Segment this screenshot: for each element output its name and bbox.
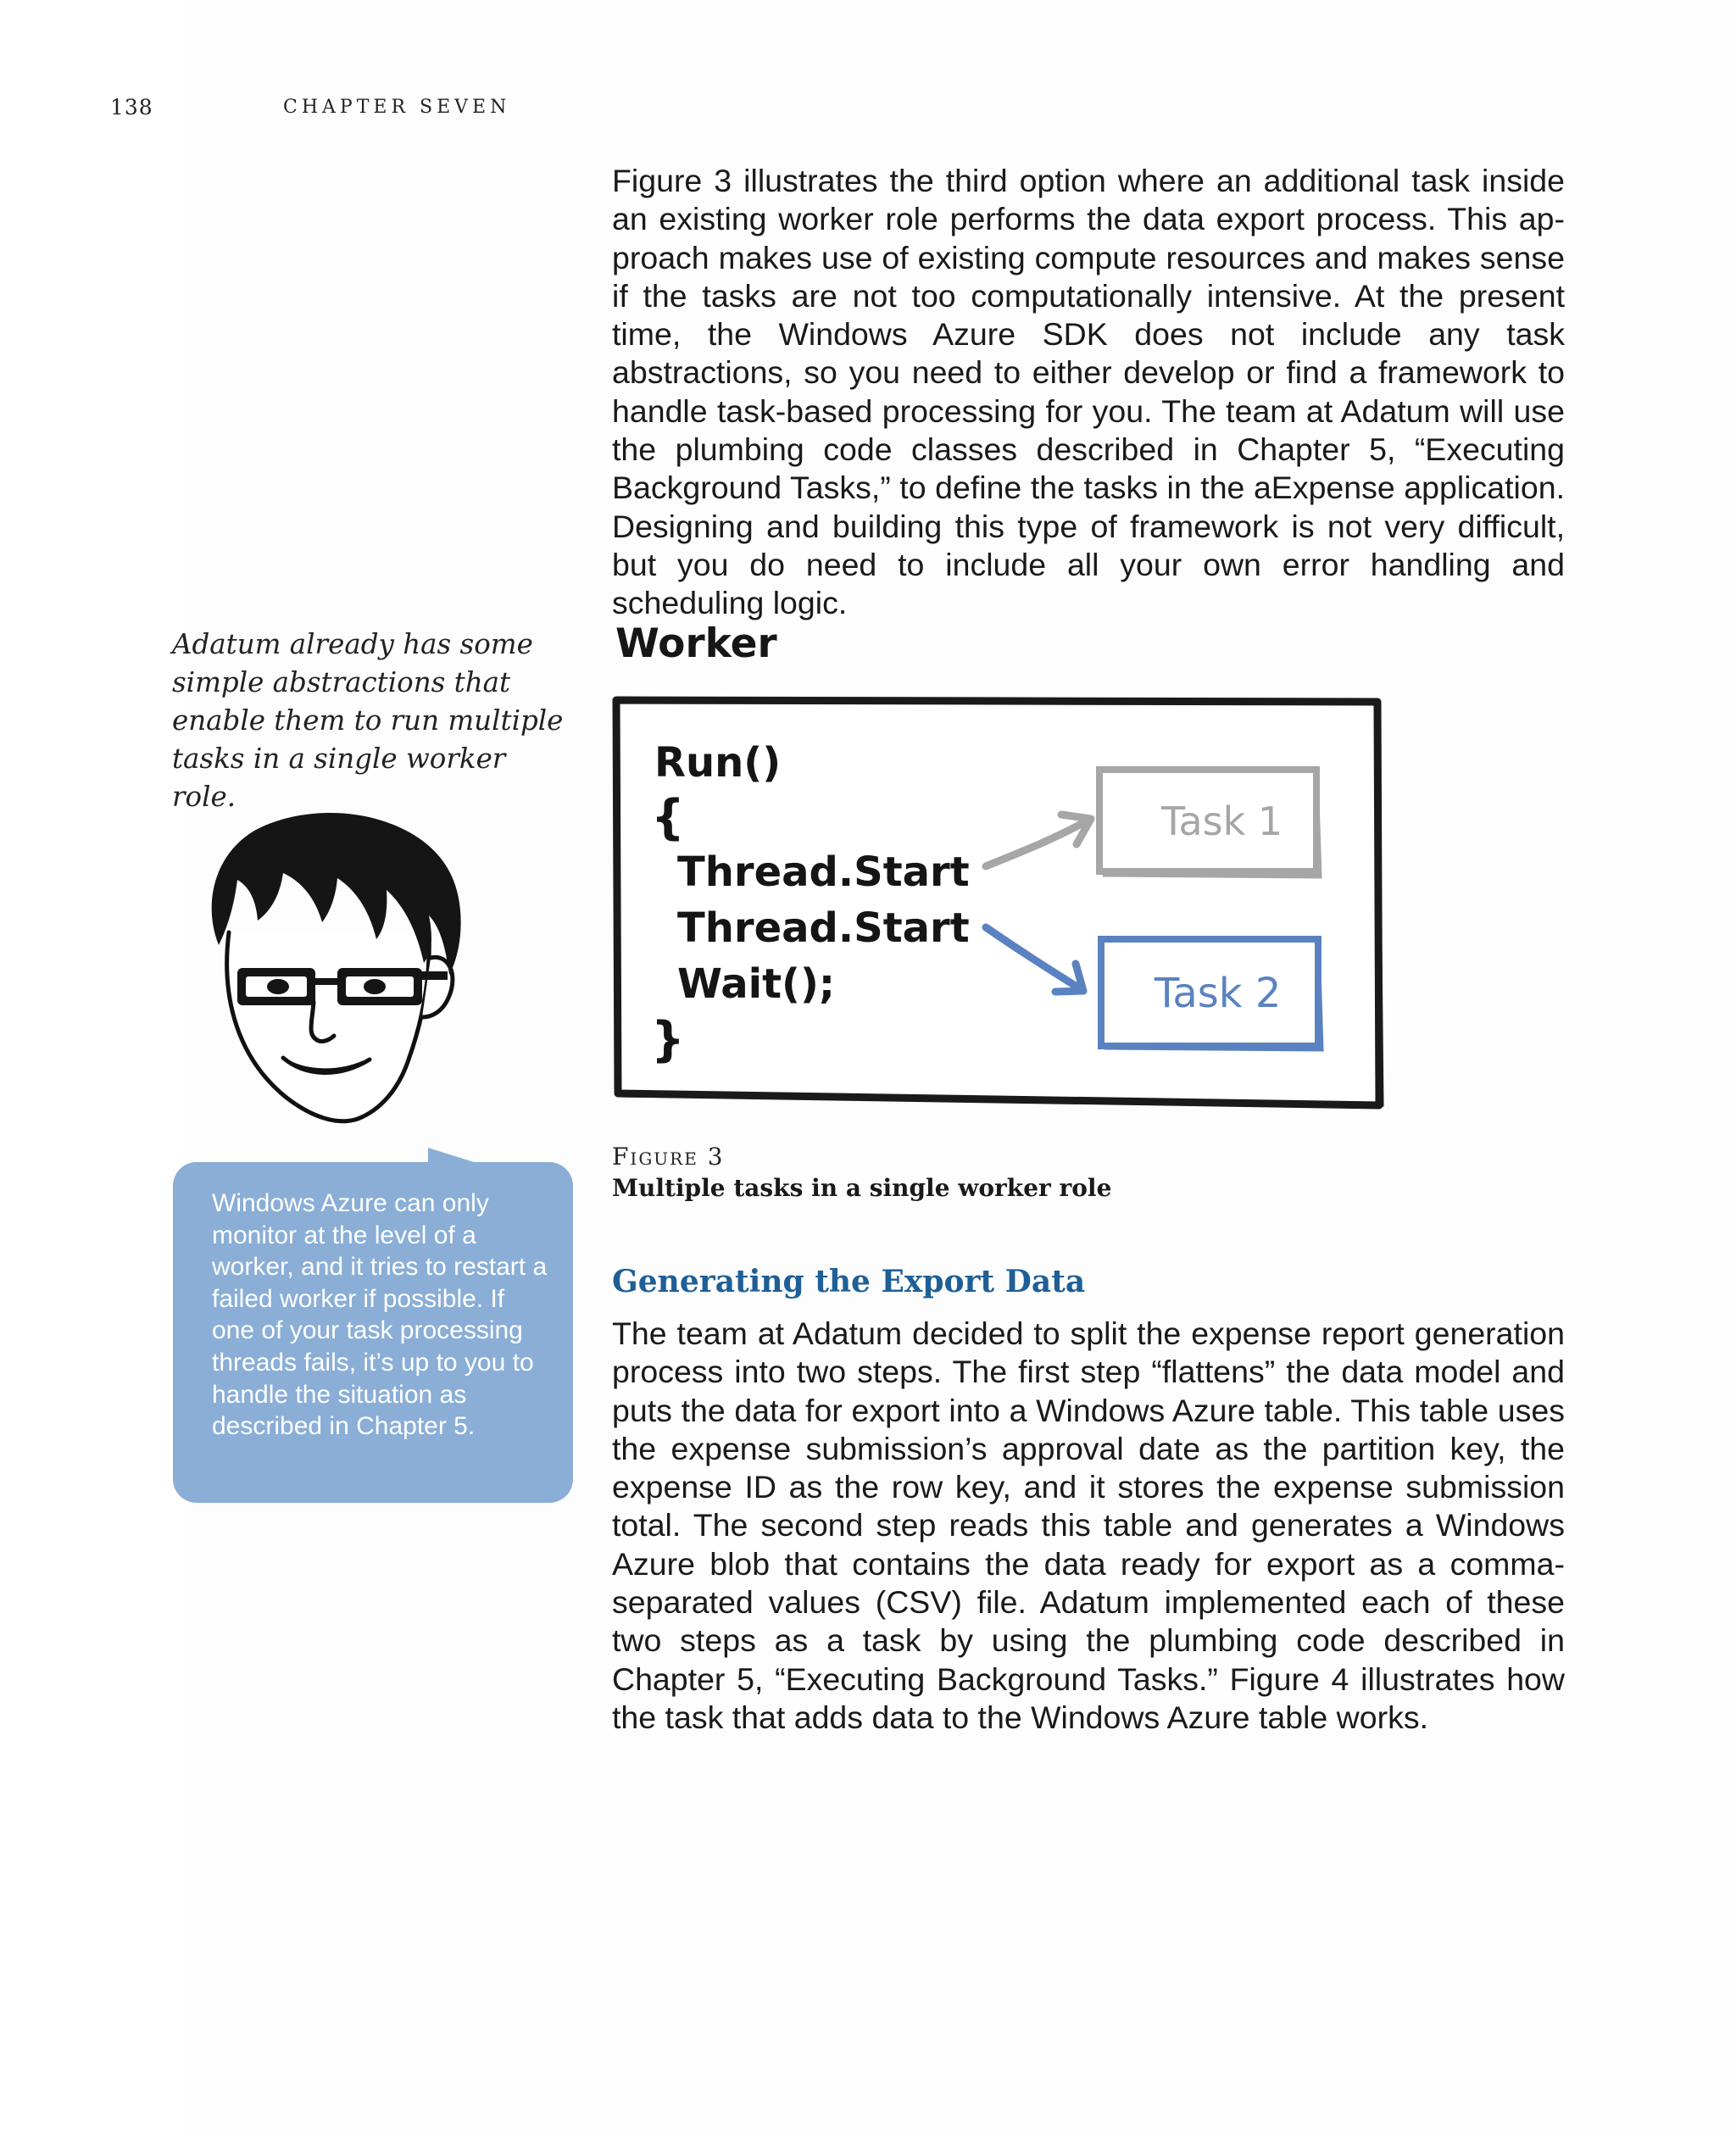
margin-note: Adatum already has some simple abstractions that enable them to run multiple tasks in a single worker role.: [172, 628, 564, 813]
character-avatar: [195, 805, 483, 1144]
code-line-thread-start-1: Thread.Start: [677, 848, 970, 896]
task2-label: Task 2: [1155, 970, 1282, 1017]
callout-bubble: [173, 1162, 573, 1503]
code-line-thread-start-2: Thread.Start: [677, 904, 970, 952]
section-paragraph: The team at Adatum decided to split the expense report generation process into two steps. The first step “flattens” the data model and puts the data for export into a Windows Azure table. This table uses the expense submission’s approval date as the partition key, the expense ID as the row key, and it stores the expense submission total. The second step reads this table and generates a Windows Azure blob that contains the data ready for export as a comma-separated values (CSV) file. Adatum implemented each of these two steps as a task by using the plumbing code described in Chapter 5, “Executing Background Tasks.” Figure 4 illustrates how the task that adds data to the Windows Azure table works.: [612, 1316, 1565, 1735]
code-line-open-brace: {: [651, 790, 685, 845]
running-head: CHAPTER SEVEN: [283, 97, 511, 118]
code-line-close-brace: }: [651, 1012, 685, 1067]
code-line-wait: Wait();: [677, 960, 836, 1008]
avatar-face-outline: [227, 932, 430, 1121]
code-line-run: Run(): [654, 739, 782, 787]
figure-number: Figure 3: [612, 1143, 725, 1171]
callout-text: Windows Azure can only monitor at the level of a worker, and it tries to restart a failed worker if possible. If one of your task processing threads fails, it’s up to you to handle the situation as described in Chapter 5.: [212, 1189, 548, 1441]
task1-label: Task 1: [1161, 798, 1283, 844]
figure-worker-title: Worker: [615, 620, 777, 667]
section-heading: Generating the Export Data: [612, 1264, 1086, 1299]
page-number: 138: [110, 95, 153, 120]
figure-caption: Multiple tasks in a single worker role: [612, 1174, 1112, 1202]
intro-paragraph: Figure 3 illustrates the third option where an additional task inside an existing worker role performs the data export process. This approach makes use of existing compute resources and makes sense if the tasks are not too computationally intensive. At the present time, the Windows Azure SDK does not include any task abstractions, so you need to either develop or find a framework to handle task-based processing for you. The team at Adatum will use the plumbing code classes described in Chapter 5, “Executing Background Tasks,” to define the tasks in the aExpense application. Designing and building this type of framework is not very difficult, but you do need to include all your own error handling and scheduling logic.: [612, 163, 1565, 621]
